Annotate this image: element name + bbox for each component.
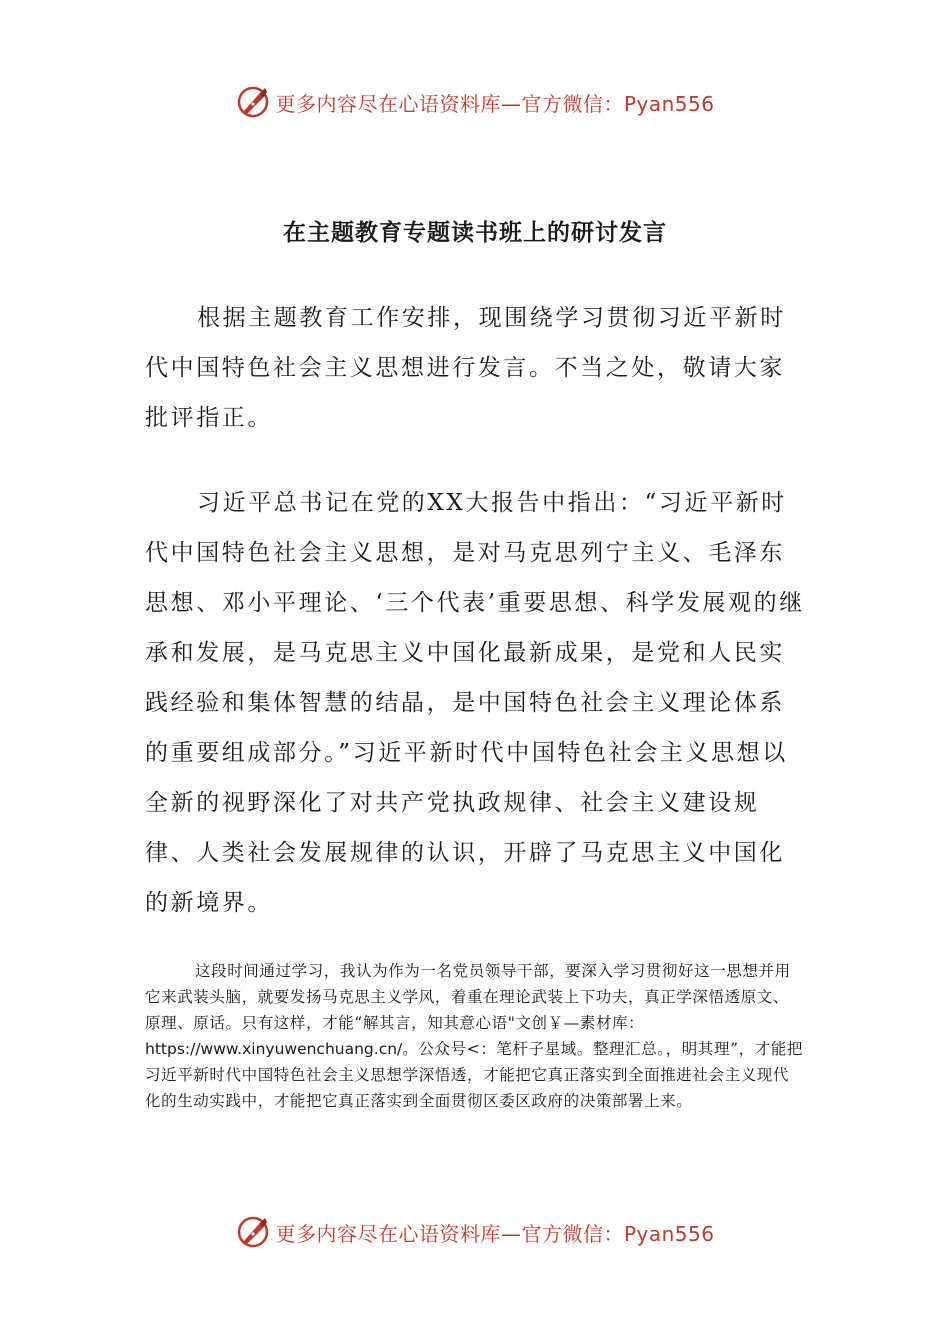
source-link[interactable]: https://www.xinyuwenchuang.cn/ <box>145 1040 403 1058</box>
document-title: 在主题教育专题读书班上的研讨发言 <box>283 219 667 246</box>
banner-text: 更多内容尽在心语资料库—官方微信：Pyan556 <box>275 1221 715 1246</box>
paragraph-study <box>145 958 805 1114</box>
paragraph-study-text-1: 这段时间通过学习，我认为作为一名党员领导干部，要深入学习贯彻好这一思想并用它来武装头脑，就要发扬马克思主义学风，着重在理论武装上下功夫，真正学深悟透原文、原理、原话。只有这样，才能“解其言，知其意心语"文创￥—素材库： <box>145 962 791 1032</box>
paragraph-quote: 习近平总书记在党的XX大报告中指出：“习近平新时代中国特色社会主义思想，是对马克思列宁主义、毛泽东思想、邓小平理论、‘三个代表’重要思想、科学发展观的继承和发展，是马克思主义中国化最新成果，是党和人民实践经验和集体智慧的结晶，是中国特色社会主义理论体系的重要组成部分。”习近平新时代中国特色社会主义思想以全新的视野深化了对共产党执政规律、社会主义建设规律、人类社会发展规律的认识，开辟了马克思主义中国化的新境界。 <box>145 490 805 916</box>
paragraph-intro: 根据主题教育工作安排，现围绕学习贯彻习近平新时代中国特色社会主义思想进行发言。不当之处，敬请大家批评指正。 <box>145 305 786 431</box>
pen-nib-logo-icon <box>235 84 271 120</box>
footer-banner <box>0 1212 950 1252</box>
banner-text: 更多内容尽在心语资料库—官方微信：Pyan556 <box>275 91 715 116</box>
paragraph-study-text-2: 。公众号<：笔杆子星域。整理汇总。，明其理”，才能把习近平新时代中国特色社会主义思想学深悟透，才能把它真正落实到全面推进社会主义现代化的生动实践中，才能把它真正落实到全面贯彻区委区政府的决策部署上来。 <box>145 1040 804 1110</box>
pen-nib-logo-icon <box>235 1214 271 1250</box>
header-banner <box>0 82 950 122</box>
